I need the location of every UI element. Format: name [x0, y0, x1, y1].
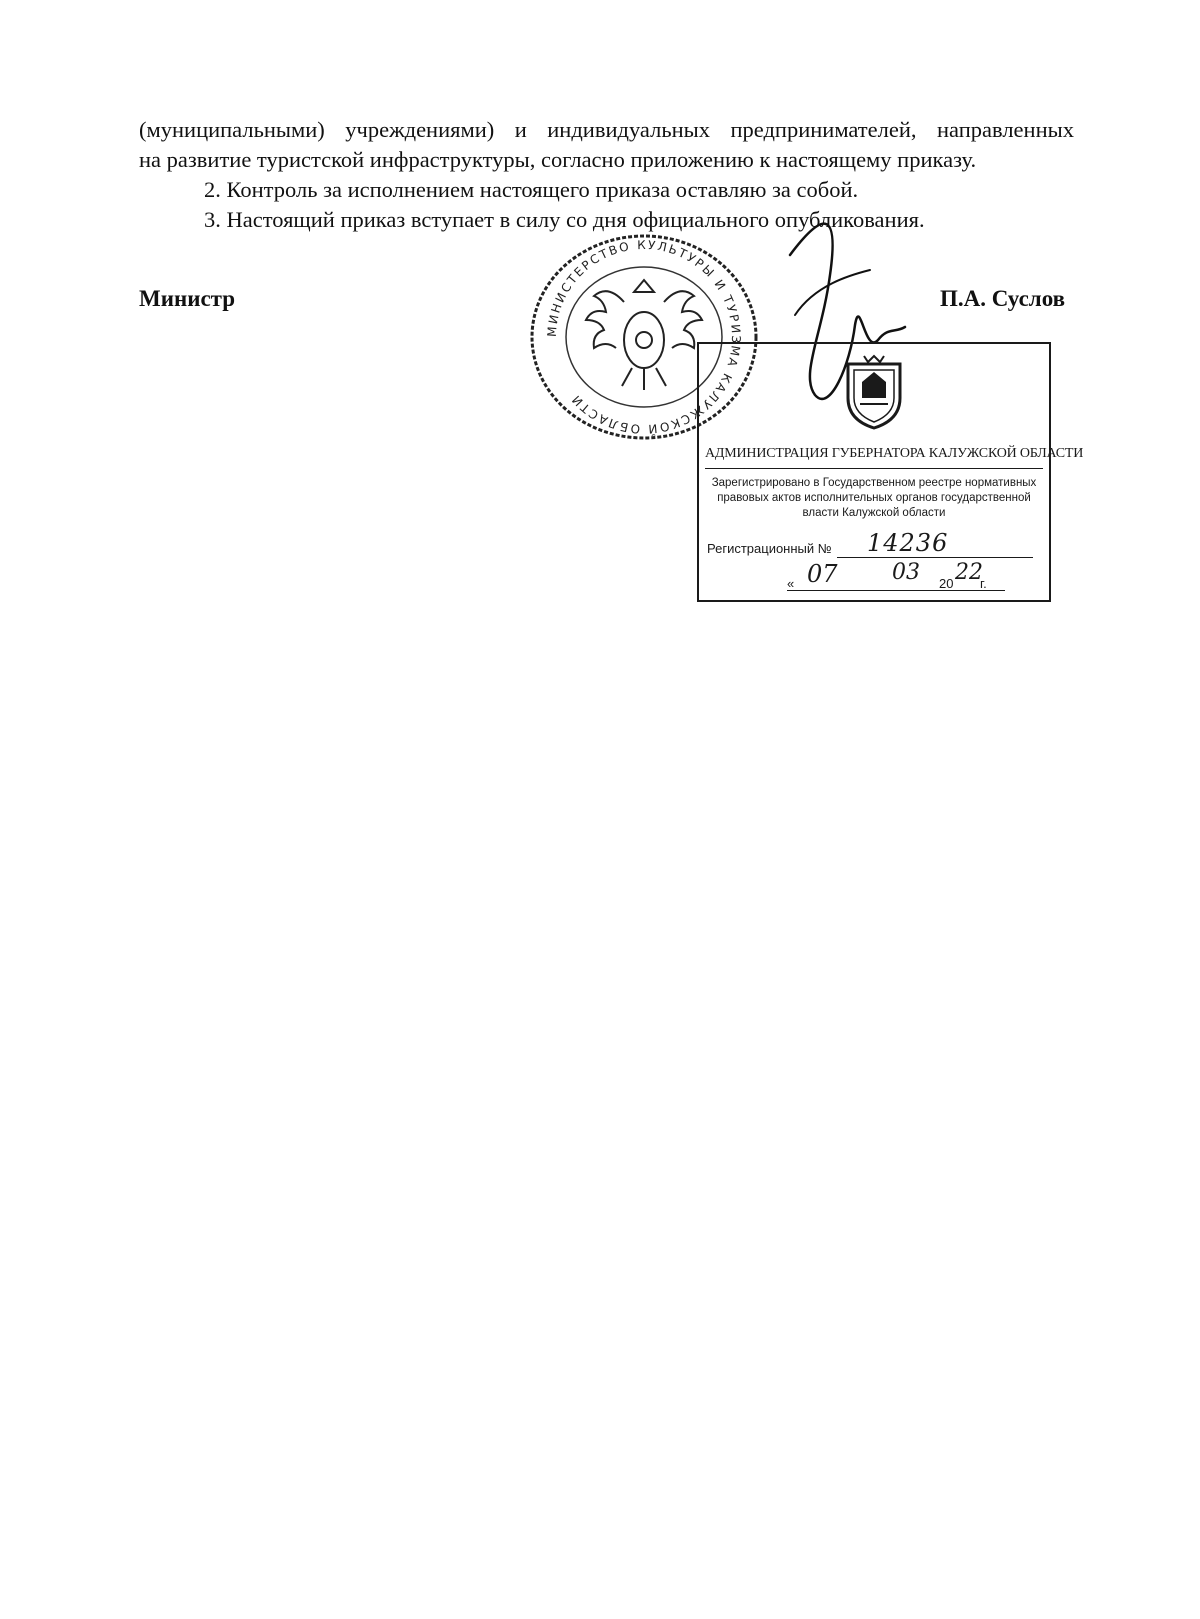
registration-date-row [707, 560, 1041, 596]
eagle-emblem-icon [586, 280, 702, 390]
date-open-quote: « [787, 576, 795, 591]
item-2: 2. Контроль за исполнением настоящего приказа оставляю за собой. [204, 177, 859, 202]
registration-description: Зарегистрировано в Государственном реестре нормативных правовых актов исполнительных органов государственной власти Калужской области [711, 477, 1037, 519]
divider [705, 468, 1043, 469]
coat-of-arms-icon [834, 352, 914, 432]
date-month: 03 [892, 560, 920, 585]
paragraph-line-2: на развитие туристской инфраструктуры, согласно приложению к настоящему приказу. [139, 147, 977, 172]
date-year: 22 [955, 560, 983, 585]
document-body [139, 115, 1074, 235]
registration-organization: АДМИНИСТРАЦИЯ ГУБЕРНАТОРА КАЛУЖСКОЙ ОБЛАСТИ [705, 446, 1084, 461]
seal-text: МИНИСТЕРСТВО КУЛЬТУРЫ И ТУРИЗМА КАЛУЖСКОЙ ОБЛАСТИ [544, 237, 744, 437]
date-day: 07 [807, 560, 838, 588]
registration-number-row [707, 529, 1041, 557]
date-year-suffix: г. [980, 576, 987, 591]
number-underline [837, 557, 1033, 558]
signatory-title: Министр [139, 286, 236, 311]
date-underline [787, 590, 1005, 591]
date-year-prefix: 20 [939, 576, 954, 591]
registration-number-label: Регистрационный № [707, 541, 832, 556]
paragraph-continuation [139, 115, 1074, 175]
item-3: 3. Настоящий приказ вступает в силу со дня официального опубликования. [204, 207, 925, 232]
paragraph-line-1: (муниципальными) учреждениями) и индивидуальных предпринимателей, направленных [139, 117, 1074, 142]
signatory-name: П.А. Суслов [940, 286, 1066, 311]
registration-number-value: 14236 [867, 529, 949, 557]
registration-stamp [697, 342, 1084, 602]
